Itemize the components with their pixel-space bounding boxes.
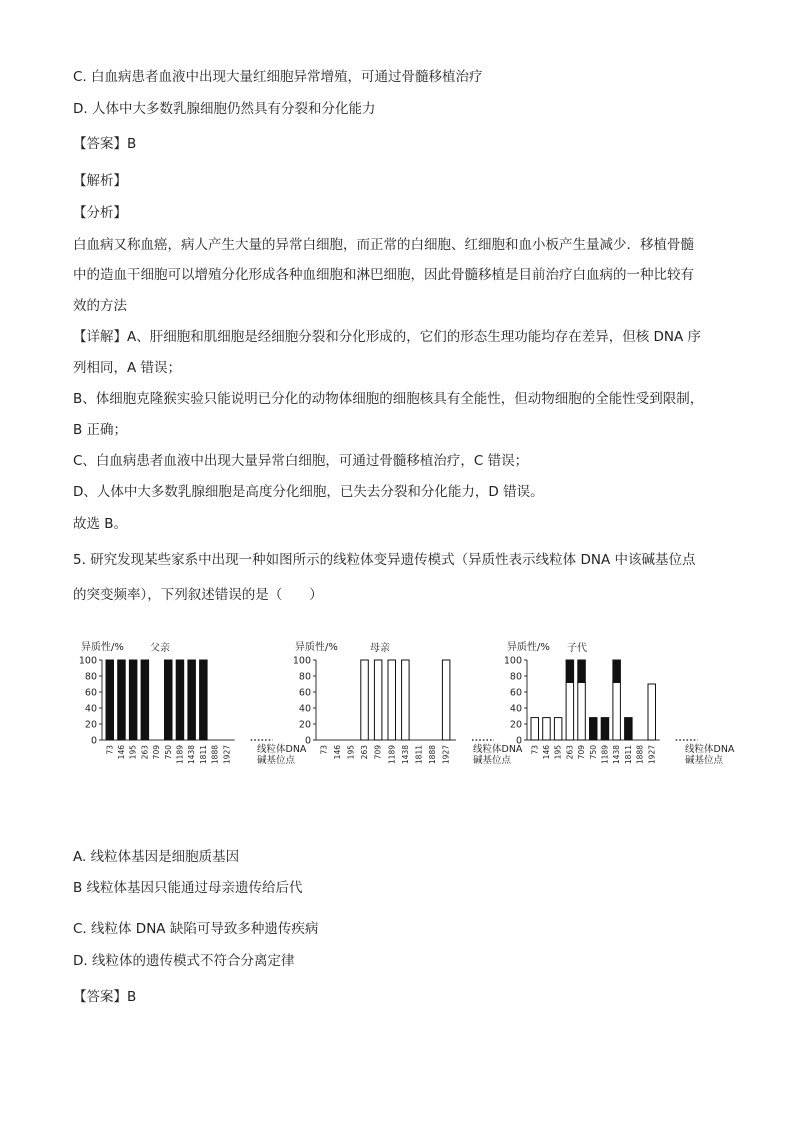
x-tick-label: 195 [128, 745, 138, 760]
y-tick-label: 80 [84, 671, 97, 683]
bar [442, 660, 450, 740]
x-tick-label: 1189 [387, 745, 397, 765]
x-axis-label: 线粒体DNA 碱基位点 [473, 744, 523, 766]
option-b: B 线粒体基因只能通过母亲遗传给后代 [73, 880, 303, 896]
bar [374, 660, 382, 740]
x-tick-label: 1438 [400, 745, 410, 765]
chart-panel-1 [79, 640, 307, 766]
y-tick-label: 0 [90, 735, 97, 747]
option-c-2: C. 线粒体 DNA 缺陷可导致多种遗传疾病 [73, 921, 319, 937]
x-tick-label: 1811 [198, 745, 208, 765]
bar [566, 660, 574, 682]
y-axis-label: 异质性/% [81, 642, 124, 653]
y-tick-label: 100 [292, 655, 311, 667]
x-tick-label: 195 [346, 745, 356, 760]
x-tick-label: 195 [553, 745, 563, 760]
x-axis-label: 线粒体DNA 碱基位点 [685, 744, 735, 766]
option-d: D. 人体中大多数乳腺细胞仍然具有分裂和分化能力 [73, 101, 376, 117]
x-tick-label: 1888 [210, 745, 220, 765]
x-tick-label: 709 [373, 745, 383, 760]
x-tick-label: 1811 [623, 745, 633, 765]
bar [601, 718, 609, 740]
chart-title: 父亲 [150, 643, 170, 654]
bar [129, 660, 137, 740]
detail-line-3: B、体细胞克隆猴实验只能说明已分化的动物体细胞的细胞核具有全能性，但动物细胞的全能性受到限制， [73, 391, 704, 407]
option-a: A. 线粒体基因是细胞质基因 [73, 849, 240, 865]
y-tick-label: 40 [509, 703, 522, 715]
y-tick-label: 20 [298, 719, 311, 731]
bar [176, 660, 184, 740]
y-tick-label: 60 [298, 687, 311, 699]
detail-line-2: 列相同，A 错误； [73, 360, 182, 376]
y-tick-label: 80 [298, 671, 311, 683]
y-axis-label: 异质性/% [295, 642, 338, 653]
x-axis-label: 线粒体DNA 碱基位点 [257, 744, 307, 766]
x-tick-label: 1927 [647, 745, 657, 765]
x-tick-label: 1438 [612, 745, 622, 765]
x-tick-label: 1811 [414, 745, 424, 765]
x-tick-label: 73 [530, 745, 540, 755]
bar [613, 682, 621, 740]
y-tick-label: 40 [298, 703, 311, 715]
x-tick-label: 709 [577, 745, 587, 760]
option-c: C. 白血病患者血液中出现大量红细胞异常增殖，可通过骨髓移植治疗 [73, 69, 483, 85]
bar [578, 682, 586, 740]
analysis-line-1: 白血病又称血癌，病人产生大量的异常白细胞，而正常的白细胞、红细胞和血小板产生量减少．移植骨髓 [73, 237, 694, 253]
bar [188, 660, 196, 740]
bar [200, 660, 208, 740]
x-tick-label: 73 [319, 745, 329, 755]
bar [554, 718, 562, 740]
x-tick-label: 1438 [187, 745, 197, 765]
bar [566, 682, 574, 740]
x-tick-label: 146 [541, 745, 551, 760]
answer-label-2: 【答案】B [73, 989, 137, 1005]
y-tick-label: 0 [304, 735, 311, 747]
y-tick-label: 100 [78, 655, 97, 667]
question-5-line-2: 的突变频率），下列叙述错误的是（ ） [73, 587, 323, 603]
bar [625, 718, 633, 740]
bar [141, 660, 149, 740]
analysis-header: 【解析】 [73, 173, 127, 189]
chart-panel-2 [293, 640, 523, 766]
x-tick-label: 263 [360, 745, 370, 760]
x-tick-label: 1189 [175, 745, 185, 765]
y-tick-label: 60 [509, 687, 522, 699]
answer-label: 【答案】B [73, 136, 137, 152]
x-tick-label: 1888 [428, 745, 438, 765]
x-tick-label: 263 [565, 745, 575, 760]
x-tick-label: 146 [116, 745, 126, 760]
x-tick-label: 1189 [600, 745, 610, 765]
analysis-line-2: 中的造血干细胞可以增殖分化形成各种血细胞和淋巴细胞，因此骨髓移植是目前治疗白血病的一种比较有 [73, 267, 694, 283]
x-tick-label: 709 [152, 745, 162, 760]
detail-line-5: C、白血病患者血液中出现大量异常白细胞，可通过骨髓移植治疗，C 错误； [73, 453, 529, 469]
y-tick-label: 20 [84, 719, 97, 731]
y-tick-label: 0 [515, 735, 522, 747]
detail-line-1: 【详解】A、肝细胞和肌细胞是经细胞分裂和分化形成的，它们的形态生理功能均存在差异，但核 DNA 序 [73, 329, 702, 345]
y-tick-label: 40 [84, 703, 97, 715]
x-tick-label: 750 [163, 745, 173, 760]
x-tick-label: 146 [332, 745, 342, 760]
detail-line-4: B 正确； [73, 422, 128, 438]
bar [543, 718, 551, 740]
detail-line-6: D、人体中大多数乳腺细胞是高度分化细胞，已失去分裂和分化能力，D 错误。 [73, 484, 544, 500]
fenxi-header: 【分析】 [73, 205, 127, 221]
x-tick-label: 1888 [635, 745, 645, 765]
y-tick-label: 100 [503, 655, 522, 667]
bar [402, 660, 410, 740]
analysis-line-3: 效的方法 [73, 298, 127, 314]
x-tick-label: 1927 [441, 745, 451, 765]
x-tick-label: 1927 [222, 745, 232, 765]
chart-panel-3 [504, 640, 735, 766]
chart-title: 母亲 [370, 643, 390, 654]
bar [165, 660, 173, 740]
x-tick-label: 263 [140, 745, 150, 760]
bar [531, 718, 539, 740]
bar [118, 660, 126, 740]
x-tick-label: 73 [105, 745, 115, 755]
bar [578, 660, 586, 682]
y-tick-label: 60 [84, 687, 97, 699]
chart-title: 子代 [567, 643, 587, 654]
bar [590, 718, 598, 740]
x-tick-label: 750 [588, 745, 598, 760]
y-tick-label: 20 [509, 719, 522, 731]
y-axis-label: 异质性/% [507, 642, 550, 653]
y-tick-label: 80 [509, 671, 522, 683]
bar [106, 660, 114, 740]
option-d-2: D. 线粒体的遗传模式不符合分离定律 [73, 953, 295, 969]
bar [613, 660, 621, 682]
question-5-line-1: 5. 研究发现某些家系中出现一种如图所示的线粒体变异遗传模式（异质性表示线粒体 DNA 中该碱基位点 [73, 552, 696, 568]
bar [388, 660, 396, 740]
bar [648, 684, 656, 740]
detail-line-7: 故选 B。 [73, 516, 128, 532]
bar [361, 660, 369, 740]
